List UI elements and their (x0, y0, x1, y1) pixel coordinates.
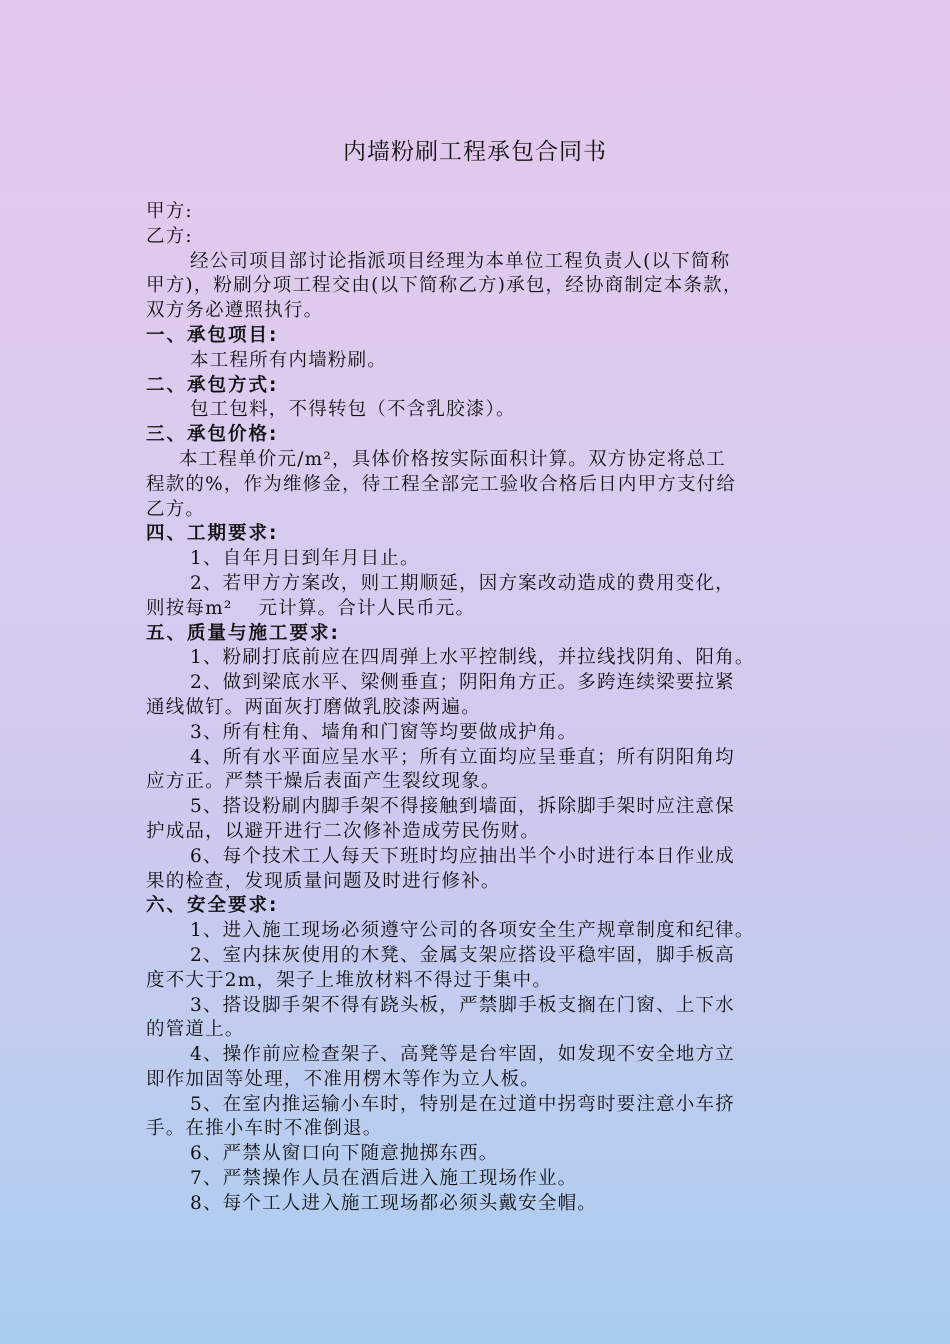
section-6-line: 5、在室内推运输小车时，特别是在过道中拐弯时要注意小车挤 (190, 1093, 735, 1115)
section-5-line: 通线做钉。两面灰打磨做乳胶漆两遍。 (146, 696, 481, 718)
intro-line: 甲方)，粉刷分项工程交由(以下简称乙方)承包，经协商制定本条款， (146, 275, 743, 297)
section-heading-2: 二、承包方式: (146, 374, 279, 396)
section-5-line: 6、每个技术工人每天下班时均应抽出半个小时进行本日作业成 (190, 845, 735, 867)
section-5-line: 2、做到梁底水平、梁侧垂直；阴阳角方正。多跨连续梁要拉紧 (190, 672, 735, 694)
section-6-line: 手。在推小车时不准倒退。 (146, 1118, 383, 1140)
party-b-label: 乙方: (146, 225, 193, 247)
intro-line: 双方务必遵照执行。 (146, 300, 324, 322)
section-4-item: 1、自年月日到年月日止。 (190, 548, 420, 570)
section-6-line: 2、室内抹灰使用的木凳、金属支架应搭设平稳牢固，脚手板高 (190, 944, 735, 966)
section-4-item: 2、若甲方方案改，则工期顺延，因方案改动造成的费用变化， (190, 572, 735, 594)
section-6-line: 的管道上。 (146, 1019, 245, 1041)
section-3-line: 乙方。 (146, 498, 206, 520)
section-6-line: 3、搭设脚手架不得有跷头板，严禁脚手板支搁在门窗、上下水 (190, 994, 735, 1016)
section-5-line: 应方正。严禁干燥后表面产生裂纹现象。 (146, 771, 501, 793)
section-5-line: 5、搭设粉刷内脚手架不得接触到墙面，拆除脚手架时应注意保 (190, 796, 735, 818)
price-per-sqm-label: 则按每m² (146, 597, 233, 619)
section-1-line: 本工程所有内墙粉刷。 (190, 349, 388, 371)
section-5-line: 3、所有柱角、墙角和门窗等均要做成护角。 (190, 721, 578, 743)
section-5-line: 护成品，以避开进行二次修补造成劳民伤财。 (146, 820, 541, 842)
section-6-line: 6、严禁从窗口向下随意抛掷东西。 (190, 1143, 499, 1165)
section-3-line: 本工程单价元/m²，具体价格按实际面积计算。双方协定将总工 (179, 448, 726, 470)
section-5-line: 4、所有水平面应呈水平；所有立面均应呈垂直；所有阴阳角均 (190, 746, 735, 768)
section-6-line: 7、严禁操作人员在酒后进入施工现场作业。 (190, 1168, 578, 1190)
section-3-line: 程款的%，作为维修金，待工程全部完工验收合格后日内甲方支付给 (146, 473, 737, 495)
section-6-line: 1、进入施工现场必须遵守公司的各项安全生产规章制度和纪律。 (190, 920, 755, 942)
section-5-line: 果的检查，发现质量问题及时进行修补。 (146, 870, 501, 892)
section-heading-1: 一、承包项目: (146, 324, 279, 346)
price-total-label: 元计算。合计人民币元。 (258, 597, 476, 619)
party-a-label: 甲方: (146, 201, 193, 222)
document-title: 内墙粉刷工程承包合同书 (343, 139, 607, 165)
section-heading-6: 六、安全要求: (146, 895, 279, 917)
section-heading-4: 四、工期要求: (146, 523, 279, 545)
section-heading-5: 五、质量与施工要求: (146, 622, 340, 644)
intro-line: 经公司项目部讨论指派项目经理为本单位工程负责人(以下简称 (190, 250, 731, 272)
section-5-line: 1、粉刷打底前应在四周弹上水平控制线，并拉线找阴角、阳角。 (190, 647, 755, 669)
section-6-line: 度不大于2m，架子上堆放材料不得过于集中。 (146, 969, 553, 991)
section-2-line: 包工包料，不得转包（不含乳胶漆）。 (190, 399, 516, 421)
section-heading-3: 三、承包价格: (146, 424, 279, 446)
section-6-line: 4、操作前应检查架子、高凳等是台牢固，如发现不安全地方立 (190, 1044, 735, 1066)
section-6-line: 即作加固等处理，不准用楞木等作为立人板。 (146, 1068, 541, 1090)
contract-body (146, 200, 826, 1217)
section-6-line: 8、每个工人进入施工现场都必须头戴安全帽。 (190, 1192, 597, 1214)
section-4-item-cont (146, 597, 826, 622)
